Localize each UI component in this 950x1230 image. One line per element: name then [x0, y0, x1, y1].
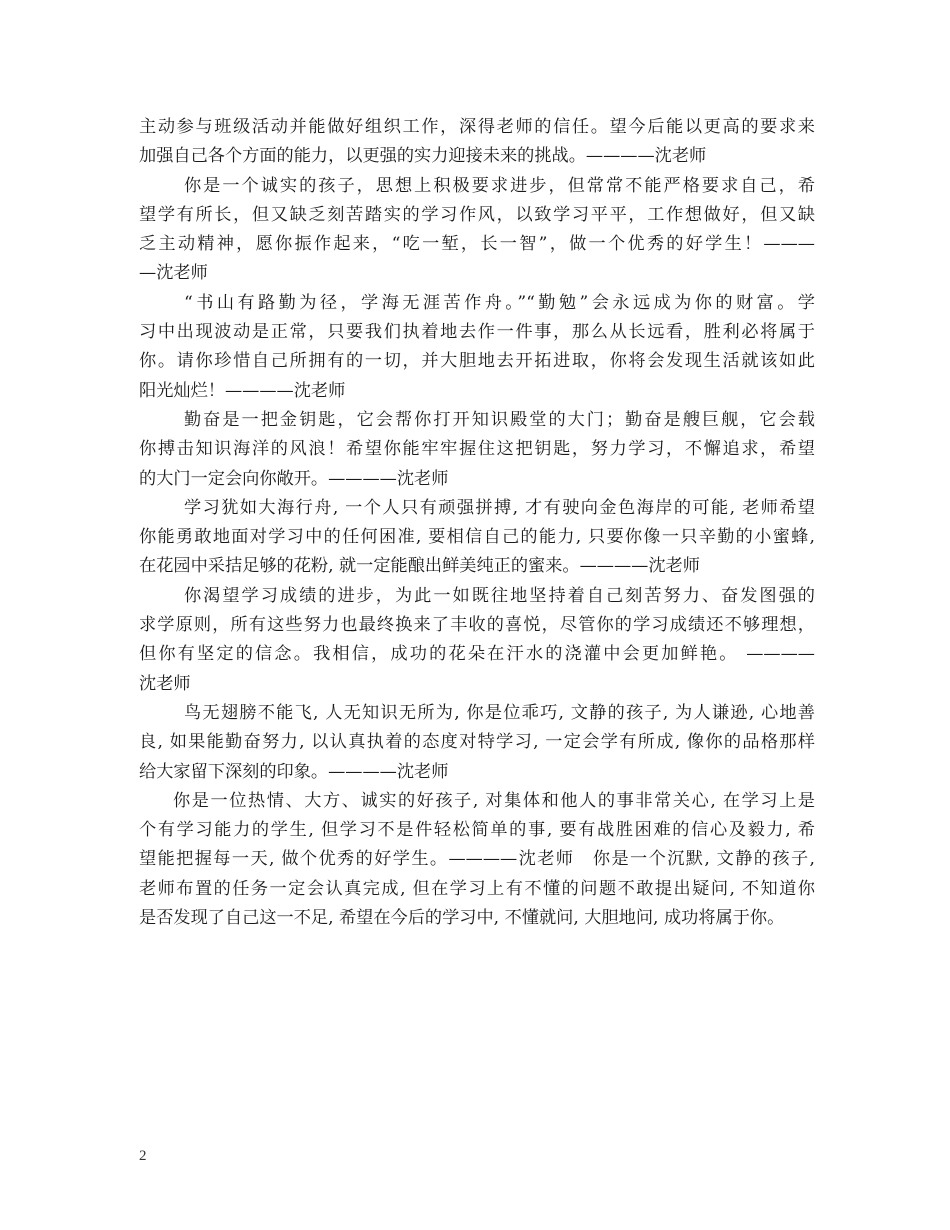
- paragraph: [139, 113, 815, 172]
- paragraph: [139, 172, 815, 289]
- paragraph-line: 良, 如果能勤奋努力, 以认真执着的态度对特学习, 一定会学有所成, 像你的品格那样: [139, 732, 815, 753]
- paragraph-line: 鸟无翅膀不能飞, 人无知识无所为, 你是位乖巧, 文静的孩子, 为人谦逊, 心地善: [184, 702, 815, 723]
- paragraph-line: 你能勇敢地面对学习中的任何困准, 要相信自己的能力, 只要你像一只辛勤的小蜜蜂,: [139, 527, 815, 548]
- paragraph-line: 沈老师: [139, 673, 191, 694]
- paragraph-line: 老师布置的任务一定会认真完成, 但在学习上有不懂的问题不敢提出疑问, 不知道你: [139, 878, 815, 899]
- paragraph: [139, 582, 815, 699]
- page-number: 2: [139, 1148, 147, 1164]
- paragraph-line: 乏主动精神，愿你振作起来，“吃一堑，长一智”，做一个优秀的好学生！———: [139, 234, 815, 255]
- paragraph-line: 勤奋是一把金钥匙，它会帮你打开知识殿堂的大门；勤奋是艘巨舰，它会载: [184, 409, 815, 430]
- paragraph-line: 主动参与班级活动并能做好组织工作，深得老师的信任。望今后能以更高的要求来: [139, 117, 815, 137]
- paragraph-line: 你。请你珍惜自己所拥有的一切，并大胆地去开拓进取，你将会发现生活就该如此: [139, 351, 815, 372]
- paragraph-line: 在花园中采拮足够的花粉, 就一定能酿出鲜美纯正的蜜来。————沈老师: [139, 556, 700, 577]
- paragraph-line: 你搏击知识海洋的风浪！希望你能牢牢握住这把钥匙，努力学习，不懈追求，希望: [139, 439, 815, 460]
- paragraph-line: 的大门一定会向你敞开。————沈老师: [139, 468, 449, 489]
- paragraph-line: 望学有所长，但又缺乏刻苦踏实的学习作风，以致学习平平，工作想做好，但又缺: [139, 204, 815, 225]
- paragraph-line: 望能把握每一天, 做个优秀的好学生。————沈老师 你是一个沉默, 文静的孩子,: [139, 849, 815, 870]
- paragraph-line: 你是一位热情、大方、诚实的好孩子, 对集体和他人的事非常关心, 在学习上是: [173, 790, 815, 811]
- paragraph-line: 学习犹如大海行舟, 一个人只有顽强拼搏, 才有驶向金色海岸的可能, 老师希望: [184, 497, 815, 518]
- paragraph-line: 给大家留下深刻的印象。————沈老师: [139, 761, 449, 782]
- paragraph-line: 但你有坚定的信念。我相信，成功的花朵在汗水的浇灌中会更加鲜艳。 ————: [139, 644, 815, 665]
- paragraph: [139, 406, 815, 494]
- paragraph-line: 你是一个诚实的孩子，思想上积极要求进步，但常常不能严格要求自己，希: [184, 175, 815, 196]
- paragraph-line: 加强自己各个方面的能力，以更强的实力迎接未来的挑战。————沈老师: [139, 146, 707, 167]
- paragraph-line: 阳光灿烂！————沈老师: [139, 380, 346, 401]
- paragraph: [139, 699, 815, 787]
- paragraph-line: 习中出现波动是正常，只要我们执着地去作一件事，那么从长远看，胜利必将属于: [139, 322, 815, 343]
- paragraph-line: 个有学习能力的学生, 但学习不是件轻松简单的事, 要有战胜困难的信心及毅力, 希: [139, 820, 815, 841]
- paragraph-line: 求学原则，所有这些努力也最终换来了丰收的喜悦，尽管你的学习成绩还不够理想，: [139, 615, 815, 636]
- paragraph: [139, 494, 815, 582]
- paragraph-line: 你渴望学习成绩的进步，为此一如既往地坚持着自己刻苦努力、奋发图强的: [184, 585, 815, 606]
- paragraph: [139, 787, 815, 933]
- paragraph-line: —沈老师: [139, 263, 208, 284]
- paragraph-line: “书山有路勤为径，学海无涯苦作舟。”“勤勉”会永远成为你的财富。学: [184, 292, 815, 313]
- paragraph-line: 是否发现了自己这一不足, 希望在今后的学习中, 不懂就问, 大胆地问, 成功将属于你。: [139, 908, 785, 929]
- paragraph: [139, 289, 815, 406]
- document-body: [139, 113, 815, 933]
